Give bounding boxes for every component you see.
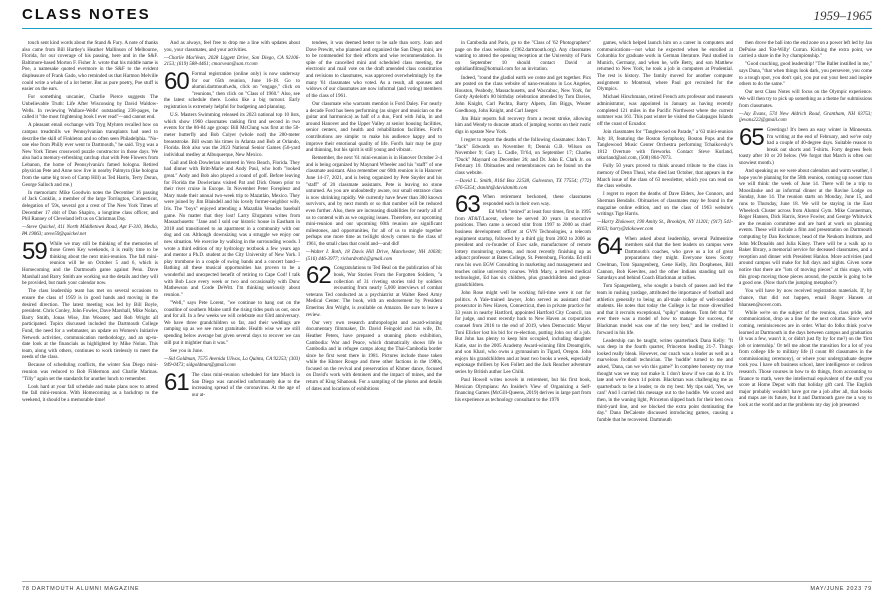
class-secretary-signature: —Walter I. Roth, 18 Davis Hill Drive, Manchester, NH 10030; (516) 446-3977; richardroth1@gmail.com [306, 249, 442, 262]
class-secretary-signature: —Harry Zlokower, 190 Amity St., Brooklyn, NY 11201; (917) 541-8163; harry@zlokower.com [597, 219, 733, 232]
note-paragraph: Greetings! It's been an easy winter in Minnesota. I'm writing at the end of February, and we've only had a couple of 40-degree days. Suitable reason to break out shorts and T-shirts. Forty degrees feels toasty after 10 or 20 below. (We forgot that March is often our snowiest month.) [739, 126, 872, 166]
note-paragraph: For something uncanier, Charlie Pierce suggests The Unbelievable Truth: Life After Wisconsing by David Waldow-Wells. In reviewing Wallace-Wells' outstanding 238-pages, he called it "the most frightening book I ever read"—and cannot end. [22, 94, 158, 121]
note-paragraph: Congratulations to Ted Beal on the publication of his book, War Stories From the Forgotten Soldiers, "a collection of 31 riveting stories told by soldiers recounting from nearly 5,000 interviews of combat veterans Ted conducted as a psychiatrist at Walter Reed Army Medical Center. The book, with an endorsement by President Emeritus Jim Wright, is available on Amazon. Be sure to leave a review. [306, 265, 442, 318]
note-paragraph: Gail and Bob Dowlerian wintered in Vero Beach, Florida. They had dinner with Britt-Marie and Andy Paul, who both "looked great." Andy and Bob also played a round of golf. Before leaving for Florida the Dowlerians visited Pat and Dick Onsen prior to their river cruise in Europe. In November Peter Forepleur and Mary made their annual two-week trip to Mazatlán, Mexico. They were joined by Jim Blaisdell and his lovely former-neighbor wife, Iris. The "boys" enjoyed attending a Mazatlán Venados baseball game. No matter that they lost! Larry Ehrgamm writes from Massachusetts: "Jane and I sold our historic house in Eastham in 2018 and transitioned to an apartment in a community with our dog and cat. Although downsizing was a struggle we enjoy our new situation. We exercise by walking in the surrounding woods. I wrote a third edition of my hydrology textbook a few years ago and mentor a Ph.D. student at the City University of New York. I play trombone in a couple of swing bands and a concert band—Bathing all these musical opportunities has proven to be a wonderful and unexpected benefit of retiring to Cape Cod! I talk with Bob Luce every week or two and occasionally with Dunc Mathewson and Corde DeWitt. I'm thinking seriously about reunion." [164, 159, 300, 298]
note-paragraph: then drove the ball into the end zone on a power left led by Jan DePuise and 'Fat-Willy' Curran. Kicking the extra point, we carried a share in the Ivy championship." [739, 40, 872, 60]
note-paragraph: Leadership can be taught, writes quarterback Dana Kelly: "It was deep in the fourth quarter, Princeton leading 21-7. Things looked really bleak. However, our coach was a leader as well as a marvelous football technician. The 'huddle' turned to me and asked, 'Dana, can we win this game?' In complete honesty my true thought was we may not make it. I don't know if we can do it. It's late and we're down 14 points. Blackman was challenging me as quarterback to be a leader, to do my best. My tips said, 'Yes, we can!' And I carried this message out to the huddle. We scored and then, in the waning light, Princeton slipped back for their best own third-yard line, and we blocked the extra point dominating the day." Dana DeCalente discussed introducing games, causing a fumble that he recovered. Dartmouth [597, 337, 733, 423]
class-secretary-signature: —Sid Goldman, 7575 Avenida Ulivas, La Quinta, CA 92253; (303) 949-0473; sidgoldman@gmail.com [164, 355, 300, 369]
note-paragraph: tendees, it was deemed better to be safe than sorry. Joan and Dave Prewitt, who planned and organized the San Diego mini, are to be commended for their efforts and wise recommendation. In spite of the cancelled mini and scheduled class meeting, the electronic and mail vote on the draft amended class constitution and revisions to classmates, was approved overwhelmingly by the many '61 classmates who voted. As a result, all spouses and widows of our classmates are now informal (and voting) members of the class of 1961. [306, 40, 442, 99]
note-paragraph: Paul Howell writes novels in retirement, but his first book, Mexican Olympians: An Insider's View of Organizing a Self-financing Games (McGill-Queens, 2019) derives in large part from his experience as technology consultant to the 1976 [455, 377, 591, 404]
note-paragraph: Indeed, "round the gladiol earth we come and get together. Pics are posted on the class website of nano-reunions in Los Angeles, Houston, Peabody, Massachusetts, and Waccabuc, New York, for Gordy Aydelott's 80 birthday celebration attended by Tom Davies, John Knight, Carl Pachta, Barry Alpern, Jim Biggs, Wouter Goedkoop, John Knight, and Carl Jaeger. [455, 74, 591, 114]
note-paragraph: Join classmates for "Tanglewood on Parade," a '63 mini-reunion July 18, featuring the Boston Symphony, Boston Pops and the Tanglewood Music Center Orchestra performing Tchaikovsky's 1812 Overture with fireworks. Contact Steve Kurland, stkurland@aol.com, (508) 864-7073. [597, 128, 733, 162]
header-rule [22, 28, 872, 29]
section-title: CLASS NOTES [22, 6, 151, 23]
note-paragraph: Because of scheduling conflicts, the winter San Diego mini-reunion was reduced to Bob Fildermon and Charlie Marinas. "Tilly" again set the standards for another lunch to remember. [22, 362, 158, 382]
note-paragraph: A pleasant email exchange with Tryg Myhren recalled how on campus treadmills we Pennsylvanian transplants had used to describe the skill of Finkleton and so often seen Philadelphia. "No-one else from Philly ever went to Dartmouth," he said. Tryg was a New York Times crossword puzzle constructor in those days. We also had a memory-refreshing catchup chat with Pete Flowers from Lebanon, the home of Pennsylvania's famed bologna. Retired physician Pete and Anne now live in nearby Palmyra (like bologna from the same big town of Camp Hill) as Ted Harris, Terry Doran, George Salloch and me.) [22, 122, 158, 188]
note-paragraph: John Rose might well be working full-time were it not for politics. A Yale-trained lawyer, John served as assistant chief prosecutor in New Haven, Connecticut, then in private practice for 33 years in nearby Hartford, appointed Hartford City Council, ran for judge, and most recently back to New Haven as corporation counsel from 2016 to the end of 2019, when Democratic Mayor Toni Elicker lost his bid for re-election, putting John out of a job. But John has plenty to keep him occupied, including daughter Katie, star in the 2005 Academy Award-winning film Dreamgirls, and son Khari, who owns a gymnasium in Tigard, Oregon. John enjoys his grandchildren and at least two books a week, especially espionage thrillers by Ken Follett and the Jack Reacher adventure series by British author Lee Child. [455, 289, 591, 376]
text-column-2 [164, 40, 300, 580]
note-paragraph: See you in June. [170, 347, 204, 354]
note-paragraph: I regret to report the deaths of the following classmates: John T. "Jack" Edwards on November 8; Dennis G.B. Wilson on November 9; Gary L. Cadle, Tr'64, on September 17; Charles "Duck" Maynard on December 26; and Dr. John E. Clark Jr. on February 10. Obituaries and remembrances can be found on the class website. [455, 137, 591, 177]
note-paragraph: Ed Wirth "retired" at least four times, first in 1995 from AT&T/Lucent, where he served 30 years in executive positions. Then came a second stint from 1997 to 2000 as chief business development officer at GVN Technologies, a telecom equipment startup, followed by a third gig from 2002 to 2006 as president and co-founder of Exec safe, manufacturer of remote lottery monitoring systems, and most recently finishing up as adjunct professor at Bates College, St. Petersburg, Florida. Ed still runs his own EGW Consulting in marketing and management and teaches online university courses. With Mary, a retired medical technologist, Ed has six children, plus grandchildren and great-grandchildren. [455, 209, 591, 288]
note-paragraph: You will have by now received registration materials. If, by chance, that did not happen, email Roger Hansen at hhansen@sover.com. [739, 288, 872, 308]
class-secretary-signature: —Charlie MacVean, 2028 Liggett Drive, San Diego, CA 92106-2153; (619) 588-4461; cmacvean@san.rr.com [164, 54, 300, 68]
note-paragraph: When retirement beckoned, these classmates responded each in their own way. [482, 194, 591, 208]
text-column-6 [739, 40, 872, 580]
note-paragraph: While we may still be thinking of the memories of those Green Key weekends, it is really time to be thinking about the next mini-reunion. The fall mini-reunion will be on October 5 and 6, which is Homecoming and the Dartmouth game against Penn. Dave Marshall and Barry Smith are working out the details and they will be provided, but mark your calendar now. [22, 240, 158, 287]
note-paragraph: in Cambodia and Paris, go to the "Class of '62 Photographers" page on the class website. (1962.dartmouth.org). Any classmates wanting to attend the opening reception at the University of Paris on September 10 should contact David at ophidianfilms@hotmail.com for an invitation. [455, 40, 591, 73]
note-paragraph: Our very own research anthropologist and award-winning documentary filmmaker, Dr. David Feingold and his wife, Dr. Heather Peters, have prepared a stunning photo exhibition, Cambodia: War and Peace, which dramatically shows life in Cambodia and in refugee camps along the Thai-Cambodia border since he first went there in 1981. Pictures include those taken while the Khmer Rouge and three other factions in the 1980s, focused on the revival and preservation of Khmer dance, focused on David's work with deminers and the impact of mines, and the return of King Sihanouk. For a sampling of the photos and details of dates and locations of exhibitions [306, 319, 442, 392]
note-paragraph: touch sent kind words about the Stand & Fury. A note of thanks also came from Bill Hartley's Heather Mallinson of Melbourne, Florida, for our coverage of his passing, here and in the S&F. Baltimore-based Morton F. Fisher Jr. wrote that his middle name is Poe, a namesake quoted evermore in the S&F to the evident displeasure of Frank Gado, who reminded us that Harmon Melville could write a whale of a lot better. But as pure poetry, Poe stuff is easier on the ears. [22, 40, 158, 93]
note-paragraph: Look hard at your fall schedule and make plans now to attend the fall mini-reunion. With Homecoming as a backdrop to the weekend, it should be a memorable time! [22, 383, 158, 404]
note-paragraph: And as always, feel free to drop me a line with updates about you, your classmates, and your activities. [164, 40, 300, 53]
class-entry [739, 123, 872, 167]
class-secretary-signature: —Steve Quickel, 411 North Middletown Road, Apt F-310, Media, PA 19063; steve59@quickel.net [22, 224, 158, 237]
note-paragraph: When asked about leadership, several Palmentine members said that the best leaders on campus were Dartmouth's coaches, who gave us a lot of great preparations they might. Everyone knew Scotty Creelman, Tom Spangenberg, Gene Kelly, Jim Dosphenes, Bill Cannon, Bob Keevites, and the other Indians standing tall on Saturdays and behind Coach Blackman at rallies. [597, 235, 733, 282]
note-paragraph: The class leadership team has met on several occasions to ensure the class of 1959 is in good hands and moving in the desired direction. The latest meeting was led by Bill Boyle, president. Chris Conley, John Fowles, Dave Marshall, Mike Nolan, Barry Smith, Jonas Wise, Jim Wooster, and Bob Wright all participated. Topics discussed included the Dartmouth College Fund, the need for a webmaster, an update on Women's Initiative Network activities, communication methodology, and an up-to-date look at the financials as highlighted by Mike Nolan. This team, along with others, continues to work tirelessly to meet the needs of the class. [22, 288, 158, 361]
note-paragraph: Our next Class Notes will focus on the Olympic experience. We will then try to pick up something as a theme for submissions from classmates. [739, 89, 872, 109]
class-year-number: 63 [455, 191, 480, 219]
text-column-5 [597, 40, 733, 580]
note-paragraph: Formal registration (online only) is now underway for our 65th reunion, June 16-18. Go to alumni.dartmouth.edu, click on "engage," click on "reunions," then click on "Class of 1960." Also, see the latest schedule there. Looks like a big turnout. Early registration is extremely helpful for budgeting and planning. [164, 70, 300, 110]
note-paragraph: Remember, the next '61 mini-reunion is in Hanover October 2-4 and is being organized by Maynard Wheeler and his "staff" of one classmate assistant. Also remember our 60th reunion is in Hanover June 14-17, 2021, and is being organized by Pete Snyder and his "staff" of 20 classmate assistants. Pete is leaving no stone unturned. As you are undoubtedly aware, our small entrance class is now shrinking rapidly. We currently have fewer than 300 known survivors, and by next month or so that number will be reduced even further. Also, there are increasing disabilities for nearly all of us to contend with as we ongoing issues. Therefore, our upcoming mini-reunion and our upcoming 60th reunion are significant milestones, and opportunities, for all of us to mingle together perhaps one more time as twilight slowly comes to the class of 1961, the small class that could and—and did! [306, 155, 442, 247]
note-paragraph: The class mini-reunion scheduled for late March in San Diego was cancelled unfortunately due to the increasing spread of the coronavirus. At the age of our at- [191, 372, 300, 398]
class-year-number: 60 [164, 67, 189, 95]
note-paragraph: Michael Hirschmann, retired French arts professor and museum administrator, was appointed in January as having recently completed 121 miles in the Pacific Northwest where the current summer was 161. This past winter he visited the Galapagos Islands off the coast of Ecuador. [597, 94, 733, 127]
class-entry [597, 232, 733, 282]
text-column-1 [22, 40, 158, 580]
note-paragraph: "Well," says Pete Lorent, "we continue to hang out on the coastline of southern Maine until the rising tides push us out, once and for all. In a few weeks we will celebrate our 63rd anniversary. We have three grandchildren so far, and their weddings are ramping up as we see most gratuitude. Health wise we are still spending below average but given several days to recover we can still put it mightier than it was." [164, 299, 300, 346]
note-paragraph: I regret to report the deaths of Dave Elders, Joe Connors, and Sherman Bendalis. Obituaries of classmates may be found in the magazine online edition, and on the class of 1963 website's writings Tige Harris. [597, 191, 733, 218]
note-paragraph: Our classmate who warrants mention is Ford Daley. For nearly a decade Ford has been performing (as singer and musician on the guitar and harmonica) as half of a duo, Ford with Julia, in and around Hanover and the Upper Valley at senior housing facilities, senior centers, and health and rehabilitation facilities. Ford's contributions are simple: to make his audience happy and to improve their emotional quality of life. Ford's hair may be gray and thinning, but his spirit is still young and vibrant. [306, 100, 442, 154]
class-entry [22, 237, 158, 287]
class-entry [164, 369, 300, 398]
footer-left-folio: 78 DARTMOUTH ALUMNI MAGAZINE [22, 586, 140, 592]
class-year-number: 61 [164, 369, 189, 397]
class-entry [455, 191, 591, 219]
note-paragraph: U.S. Masters Swimming released its 2023 national top 10 lists, which show 1960 classmates ranking first and second in two events for the 80-84 age group: Bill McClung was first at the 50-meter butterfly and Bob Colyer (whole nod) the 200-meter breaststroke. Bill swam his times in Atlanta and Bob at Orlando, Florida. Bob also was the 2023 National Senior Games (50-yard individual medley at Albuquerque, New Mexico. [164, 112, 300, 158]
footer-right-folio: MAY/JUNE 2023 79 [810, 586, 872, 592]
note-paragraph: Tom Spangenberg, who sought a bunch of passes and led the team in rushing yardage, attributed the importance of football and athletics generally to being an all-male college of well-rounded students. He notes that today the College is far more diversified and that it recruits exceptional, "spiky" students. Tom felt that "if ever there was a model of how to manage for success, the Blackman model was one of the very best," and he credited it forward in his life. [597, 283, 733, 336]
page-header [0, 0, 896, 36]
page-footer [0, 584, 896, 600]
text-column-3 [306, 40, 442, 580]
note-paragraph: Fully 50 years proved to think around tribute to the class in memory of Denn Theal, who died last October, that appears in the March issue of the class of 63 newsletter, which you can read on the class website. [597, 163, 733, 190]
class-years-range: 1959–1965 [813, 8, 872, 23]
note-paragraph: "Good coaching, good leadership! "The Ballet instilled in me," says Dana, "that when things look dark, you persevere, you come to a tough spot, you don't quit, you put out your best and inspire others to do the same." [739, 61, 872, 88]
class-secretary-signature: —David L. Smith, 8164 Box 22538, Galveston, TX 77554; (772) 676-5354; dsmith@davidsmith.com [455, 178, 591, 191]
note-paragraph: In memoriam: Mike Goodwin notes the December 16 passing of Jack Conklin, a member of the large Torrington, Connecticut, delegation of '59s, several got a crest of The New York Times of December 17 obit of Dan Shapiro, a longtime class officer, and Phil Ranney of Cleveland left us on Christmas Day. [22, 189, 158, 223]
class-entry [306, 262, 442, 318]
class-secretary-signature: —Jay Evans, 574 New Aldrich Road, Grantham, NH 03753; jjevans222@gmail.com [739, 110, 872, 124]
note-paragraph: Jim Blair reports full recovery from a recent stroke, allowing him and Wendy to duncate attack of jumping worms on their rustic digs in upstate New York. [455, 115, 591, 135]
class-year-number: 62 [306, 262, 331, 290]
note-paragraph: While we're on the subject of the reunion, class pride, and communication, drop us a line for the next column. Since we're coming, reminiscences are in order. What do folks think you've learned at Dartmouth in the days between campus and graduation (it was a few, wasn't it, or didn't just fly by for me?) on the 'first job or internship.' Or tell me about the transition for a lot of you from college life to military life (I count 88 classmates in the commissioning ceremony), or where your undergraduate degree took you. I have oft business school, later intelligence or codiron research. Those courses in how to do things, from accounting to finance to math, were the intellectual equivalent of the stuff you score at Home Depot with that holiday gift card. The English major probably wouldn't have got me a job after all, that books and maps are its future, but it and Dartmouth gave me a way to look at the world and at the problems my day job presented [739, 309, 872, 409]
footer-rule [22, 581, 872, 582]
class-year-number: 64 [597, 232, 622, 260]
text-column-4 [455, 40, 591, 580]
class-entry [164, 67, 300, 111]
note-paragraph: games, which helped launch him on a career in computers and communications—not what he expected when he enrolled at Columbia for graduate work in German literature. Paul studied in Munich, Germany, and when he, wife Betty, and son Matthew returned to New York, he took a job in computers at Prudential. The rest is history. The family moved for another computer assignment to Montreal, where Paul got recruited for the Olympics. [597, 40, 733, 93]
class-year-number: 65 [739, 123, 764, 151]
class-year-number: 59 [22, 237, 47, 265]
note-paragraph: And speaking as we were about calendars and warm weather, I hope you're planning for the 58th reunion, coming up sooner than we will think: the week of June 14. There will be a trip to Moosilauke and an informal dinner at the Ravine Lodge on Sunday, June 14. The reunion starts on Monday, June 15, and runs to Thursday, June 18. We will be staying in the East Wheelock Cluster across from Alumni Gym. Mike Connerman, Roger Hansen, Dick Harris, Steve Fowler, and George Whitwick are the reunion committee and are hard at work on planning events. These will include a film and presentation on Dartmouth computing by Dan Rockmore, head of the Neukom Institute, and John McDonalds and Julia Kiney. There will be a walk up to Baker library, a memorial service for deceased classmates, and a reception and dinner with President Hanlon. More activities (and around campus will make for full days and nights. Given some notice that there are "lots of moving pieces" at this stage, with this group moving those pieces around, the puzzle is going to be a good one. (Now that's the jumping metaphor?) [739, 168, 872, 287]
